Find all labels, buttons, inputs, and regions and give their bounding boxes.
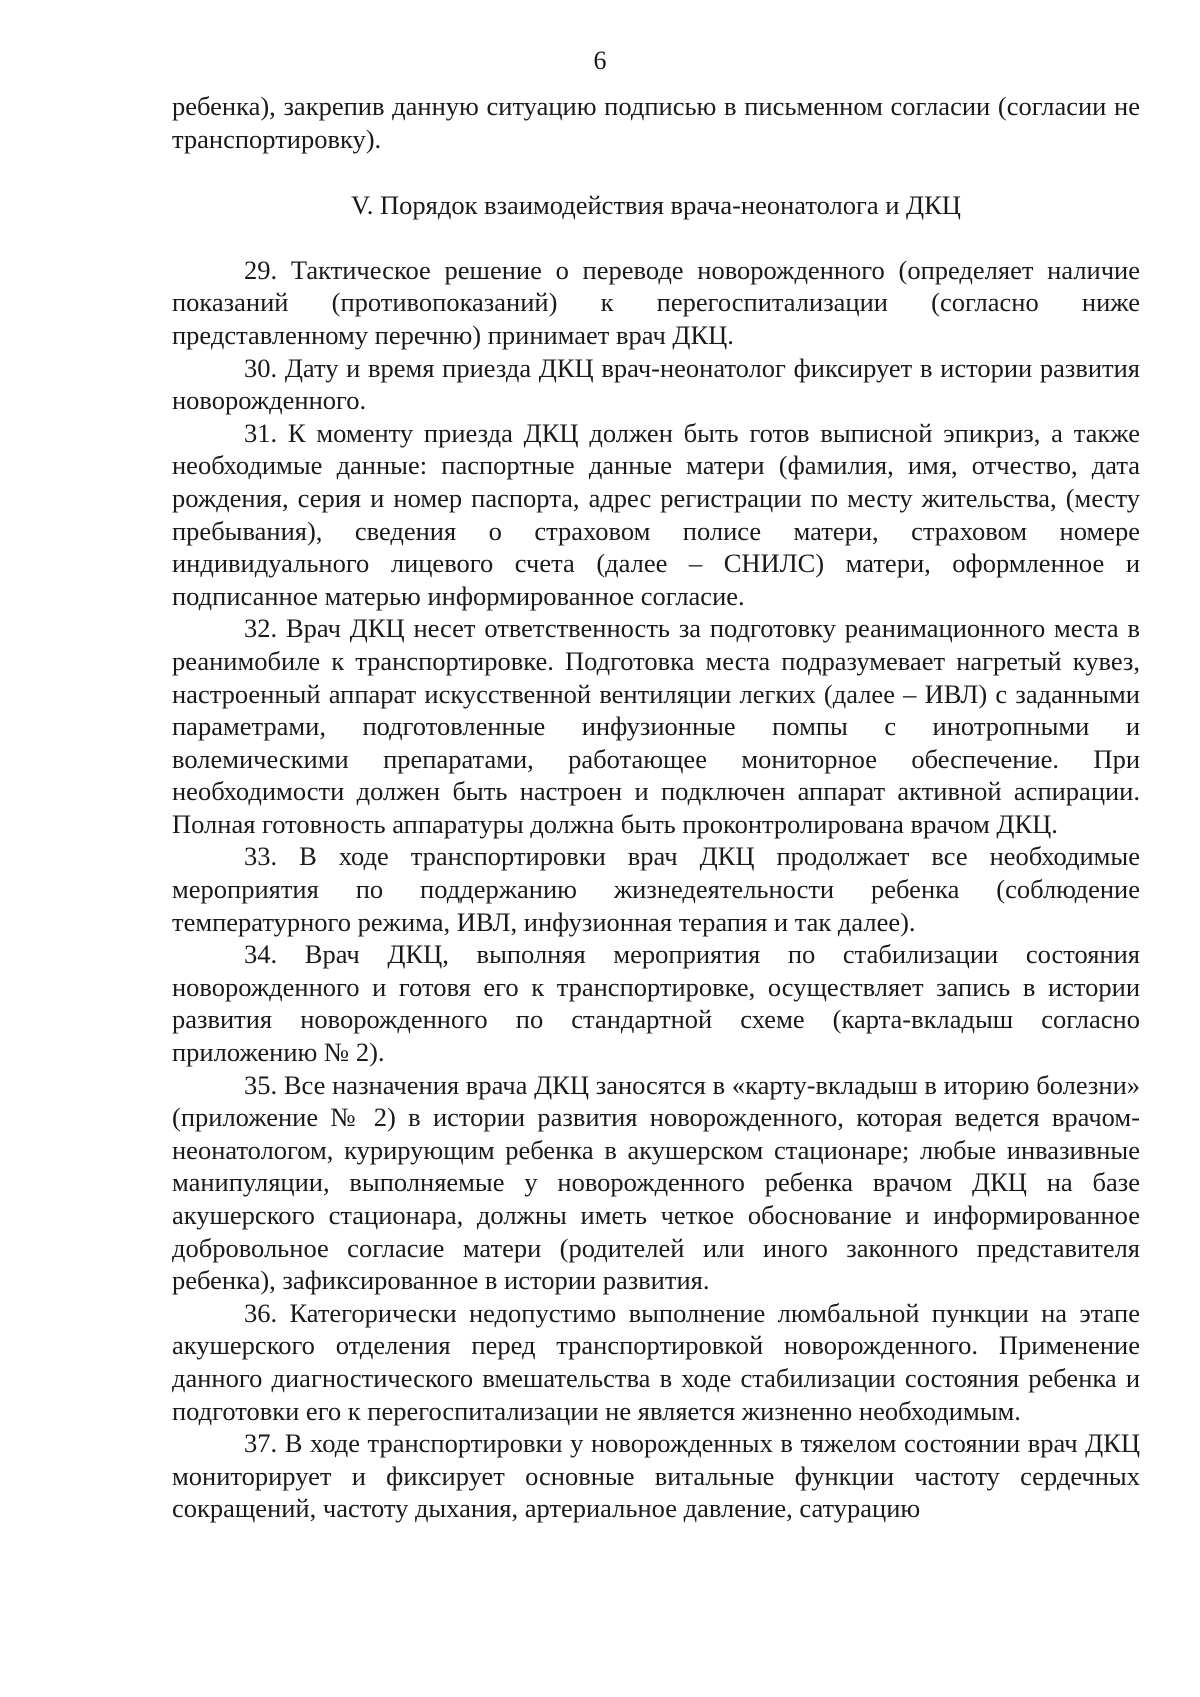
document-body bbox=[172, 90, 1140, 1525]
paragraph-33: 33. В ходе транспортировки врач ДКЦ продолжает все необходимые мероприятия по поддержанию жизнедеятельности ребенка (соблюдение температурного режима, ИВЛ, инфузионная терапия и так далее). bbox=[172, 841, 1140, 937]
paragraph-29: 29. Тактическое решение о переводе новорожденного (определяет наличие показаний (противопоказаний) к перегоспитализации (согласно ниже представленному перечню) принимает врач ДКЦ. bbox=[172, 254, 1140, 350]
section-heading: V. Порядок взаимодействия врача-неонатолога и ДКЦ bbox=[351, 190, 961, 221]
paragraph-31: 31. К моменту приезда ДКЦ должен быть готов выписной эпикриз, а также необходимые данные: паспортные данные матери (фамилия, имя, отчество, дата рождения, серия и номер паспорта, адрес регистрации по месту жительства, (месту пребывания), сведения о страховом полисе матери, страховом номере индивидуального лицевого счета (далее – СНИЛС) матери, оформленное и подписанное матерью информированное согласие. bbox=[172, 417, 1140, 611]
paragraph-36: 36. Категорически недопустимо выполнение люмбальной пункции на этапе акушерского отделения перед транспортировкой новорожденного. Применение данного диагностического вмешательства в ходе стабилизации состояния ребенка и подготовки его к перегоспитализации не является жизненно необходимым. bbox=[172, 1297, 1140, 1426]
paragraph-35: 35. Все назначения врача ДКЦ заносятся в «карту-вкладыш в иторию болезни» (приложение № 2) в истории развития новорожденного, которая ведется врачом-неонатологом, курирующим ребенка в акушерском стационаре; любые инвазивные манипуляции, выполняемые у новорожденного ребенка врачом ДКЦ на базе акушерского стационара, должны иметь четкое обоснование и информированное добровольное согласие матери (родителей или иного законного представителя ребенка), зафиксированное в истории развития. bbox=[172, 1069, 1140, 1296]
paragraph-30: 30. Дату и время приезда ДКЦ врач-неонатолог фиксирует в истории развития новорожденного. bbox=[172, 352, 1140, 416]
paragraph-34: 34. Врач ДКЦ, выполняя мероприятия по стабилизации состояния новорожденного и готовя его к транспортировке, осуществляет запись в истории развития новорожденного по стандартной схеме (карта-вкладыш согласно приложению № 2). bbox=[172, 939, 1140, 1068]
paragraph-37: 37. В ходе транспортировки у новорожденных в тяжелом состоянии врач ДКЦ мониторирует и фиксирует основные витальные функции частоту сердечных сокращений, частоту дыхания, артериальное давление, сатурацию bbox=[172, 1428, 1140, 1524]
paragraph-32: 32. Врач ДКЦ несет ответственность за подготовку реанимационного места в реанимобиле к транспортировке. Подготовка места подразумевает нагретый кувез, настроенный аппарат искусственной вентиляции легких (далее – ИВЛ) с заданными параметрами, подготовленные инфузионные помпы с инотропными и волемическими препаратами, работающее мониторное обеспечение. При необходимости должен быть настроен и подключен аппарат активной аспирации. Полная готовность аппаратуры должна быть проконтролирована врачом ДКЦ. bbox=[172, 613, 1140, 839]
continuation-paragraph: ребенка), закрепив данную ситуацию подписью в письменном согласии (согласии не транспортировку). bbox=[172, 91, 1140, 154]
page-number: 6 bbox=[593, 46, 607, 75]
